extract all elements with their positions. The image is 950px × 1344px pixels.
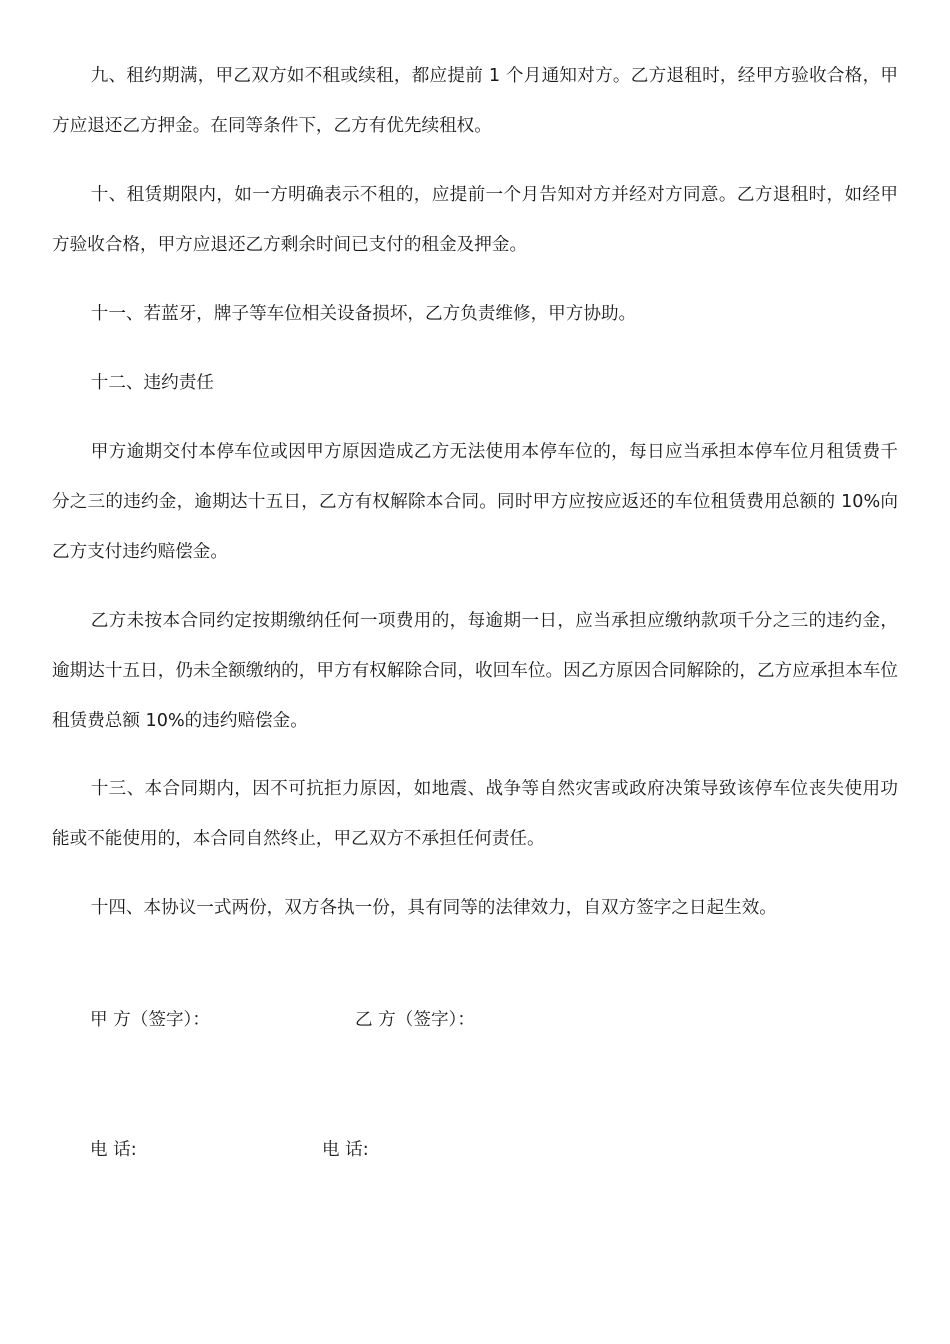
party-a-signature-label: 甲 方（签字）： xyxy=(90,1010,210,1030)
party-b-signature-label: 乙 方（签字）： xyxy=(355,1010,475,1030)
party-b-phone-label: 电 话: xyxy=(322,1140,369,1160)
clause-13: 十三、本合同期内，因不可抗拒力原因，如地震、战争等自然灾害或政府决策导致该停车位丧失使用功能或不能使用的，本合同自然终止，甲乙双方不承担任何责任。 xyxy=(52,779,898,849)
clause-9: 九、租约期满，甲乙双方如不租或续租，都应提前 1 个月通知对方。乙方退租时，经甲方验收合格，甲方应退还乙方押金。在同等条件下，乙方有优先续租权。 xyxy=(52,66,898,136)
clause-12-party-a-breach: 甲方逾期交付本停车位或因甲方原因造成乙方无法使用本停车位的，每日应当承担本停车位月租赁费千分之三的违约金，逾期达十五日，乙方有权解除本合同。同时甲方应按应返还的车位租赁费用总额的 10%向乙方支付违约赔偿金。 xyxy=(52,442,898,562)
party-a-phone-label: 电 话: xyxy=(90,1140,137,1160)
clause-14: 十四、本协议一式两份，双方各执一份，具有同等的法律效力，自双方签字之日起生效。 xyxy=(90,898,777,918)
clause-12-party-b-breach: 乙方未按本合同约定按期缴纳任何一项费用的，每逾期一日，应当承担应缴纳款项千分之三的违约金，逾期达十五日，仍未全额缴纳的，甲方有权解除合同，收回车位。因乙方原因合同解除的，乙方应承担本车位租赁费总额 10%的违约赔偿金。 xyxy=(52,611,898,731)
clause-12-heading: 十二、违约责任 xyxy=(90,373,214,393)
clause-10: 十、租赁期限内，如一方明确表示不租的，应提前一个月告知对方并经对方同意。乙方退租时，如经甲方验收合格，甲方应退还乙方剩余时间已支付的租金及押金。 xyxy=(52,185,898,255)
clause-11: 十一、若蓝牙，牌子等车位相关设备损坏，乙方负责维修，甲方协助。 xyxy=(90,304,637,324)
